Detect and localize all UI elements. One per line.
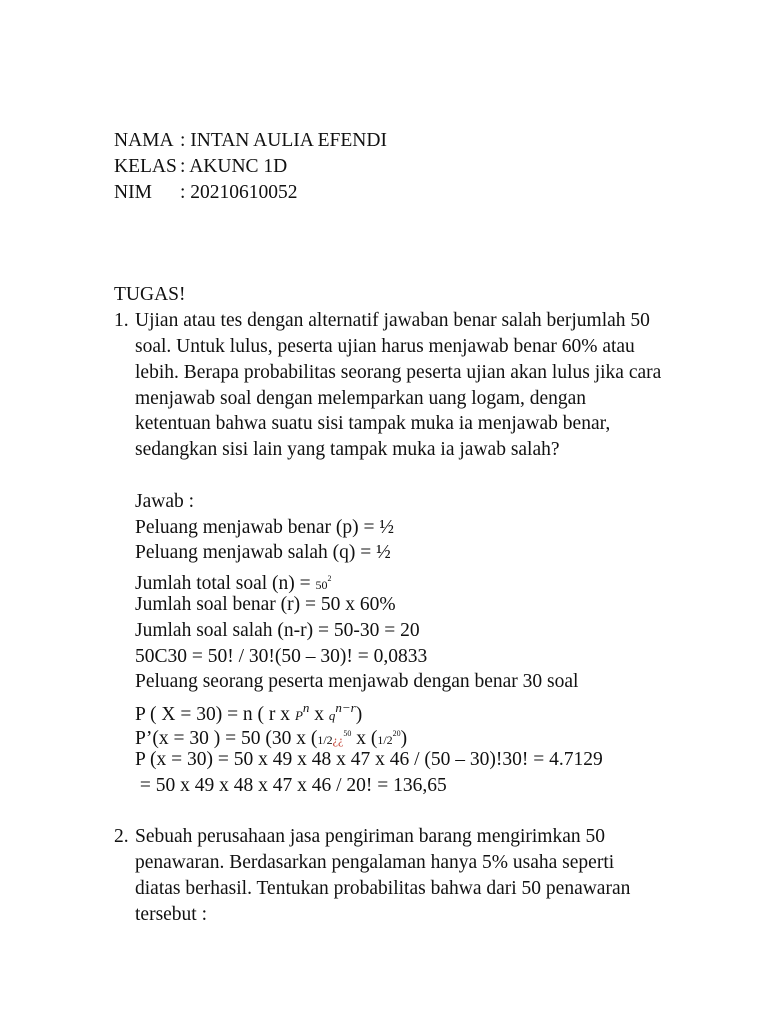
nim-label: NIM [114,181,152,203]
question-2-line: Sebuah perusahaan jasa pengiriman barang mengirimkan 50 [135,826,606,848]
px-p-symbol: P [294,708,303,724]
nama-label: NAMA [114,130,174,151]
question-1-line: ketentuan bahwa suatu sisi tampak muka ia menjawab benar, [135,413,611,435]
question-1-line: Ujian atau tes dengan alternatif jawaban benar salah berjumlah 50 [135,310,650,332]
question-1-line: soal. Untuk lulus, peserta ujian harus menjawab benar 60% atau [135,335,635,357]
nama-value: : INTAN AULIA EFENDI [180,130,387,151]
pp-fraction-1: 1/2 [317,732,333,747]
pp-exponent-1: 50 [343,728,352,738]
kelas-label: KELAS [114,155,177,177]
answer-pprime-formula [135,721,714,747]
px-prefix: P ( X = 30) = n ( r x [135,704,295,726]
question-2-line: diatas berhasil. Tentukan probabilitas bahwa dari 50 penawaran [135,877,631,899]
pp-suffix: ) [400,727,408,749]
answer-n-prefix: Jumlah total soal (n) = [135,573,316,595]
answer-q-line: Peluang menjawab salah (q) = ½ [135,542,391,564]
assignment-title: TUGAS! [114,284,186,306]
header-nama-row [114,128,714,154]
answer-px-formula [135,695,714,726]
question-2-number: 2. [114,826,129,848]
question-1 [114,308,714,798]
answer-peluang-line: Peluang seorang peserta menjawab dengan benar 30 soal [135,671,579,693]
px-p-exponent: n [302,700,310,716]
question-1-number: 1. [114,310,129,332]
answer-combination-line: 50C30 = 50! / 30!(50 – 30)! = 0,0833 [135,645,428,667]
px-suffix: ) [355,704,363,726]
answer-n-base: 50 [315,578,328,593]
answer-nr-line: Jumlah soal salah (n-r) = 50-30 = 20 [135,619,420,641]
question-1-line: sedangkan sisi lain yang tampak muka ia jawab salah? [135,439,560,461]
answer-r-line: Jumlah soal benar (r) = 50 x 60% [135,593,396,615]
nim-value: : 20210610052 [180,181,298,203]
px-q-symbol: q [328,708,336,724]
header-nim-row [114,180,714,206]
pp-prefix: P’(x = 30 ) = 50 (30 x ( [135,727,318,749]
document-page [114,128,714,927]
question-2-line: penawaran. Berdasarkan pengalaman hanya 5% usaha seperti [135,851,615,873]
px-q-exponent: n−r [335,700,356,716]
kelas-value: : AKUNC 1D [180,155,288,177]
answer-label: Jawab : [135,490,195,512]
answer-calc-line-1: P (x = 30) = 50 x 49 x 48 x 47 x 46 / (50 – 30)!30! = 4.7129 [135,748,603,770]
answer-calc-line-2: = 50 x 49 x 48 x 47 x 46 / 20! = 136,65 [135,774,447,796]
answer-p-line: Peluang menjawab benar (p) = ½ [135,516,394,538]
question-2 [114,824,714,927]
pp-fraction-2: 1/2 [377,732,393,747]
px-mid: x [309,704,329,726]
pp-error-glyphs: ¿¿ [332,732,344,747]
answer-n-line [135,566,714,595]
question-1-line: lebih. Berapa probabilitas seorang peserta ujian akan lulus jika cara [135,361,662,383]
pp-exponent-2: 20 [392,728,401,738]
question-2-line: tersebut : [135,903,208,925]
question-1-line: menjawab soal dengan melemparkan uang logam, dengan [135,387,587,409]
pp-mid: x ( [351,727,378,749]
header-kelas-row [114,154,714,180]
answer-n-exponent: 2 [327,574,332,584]
